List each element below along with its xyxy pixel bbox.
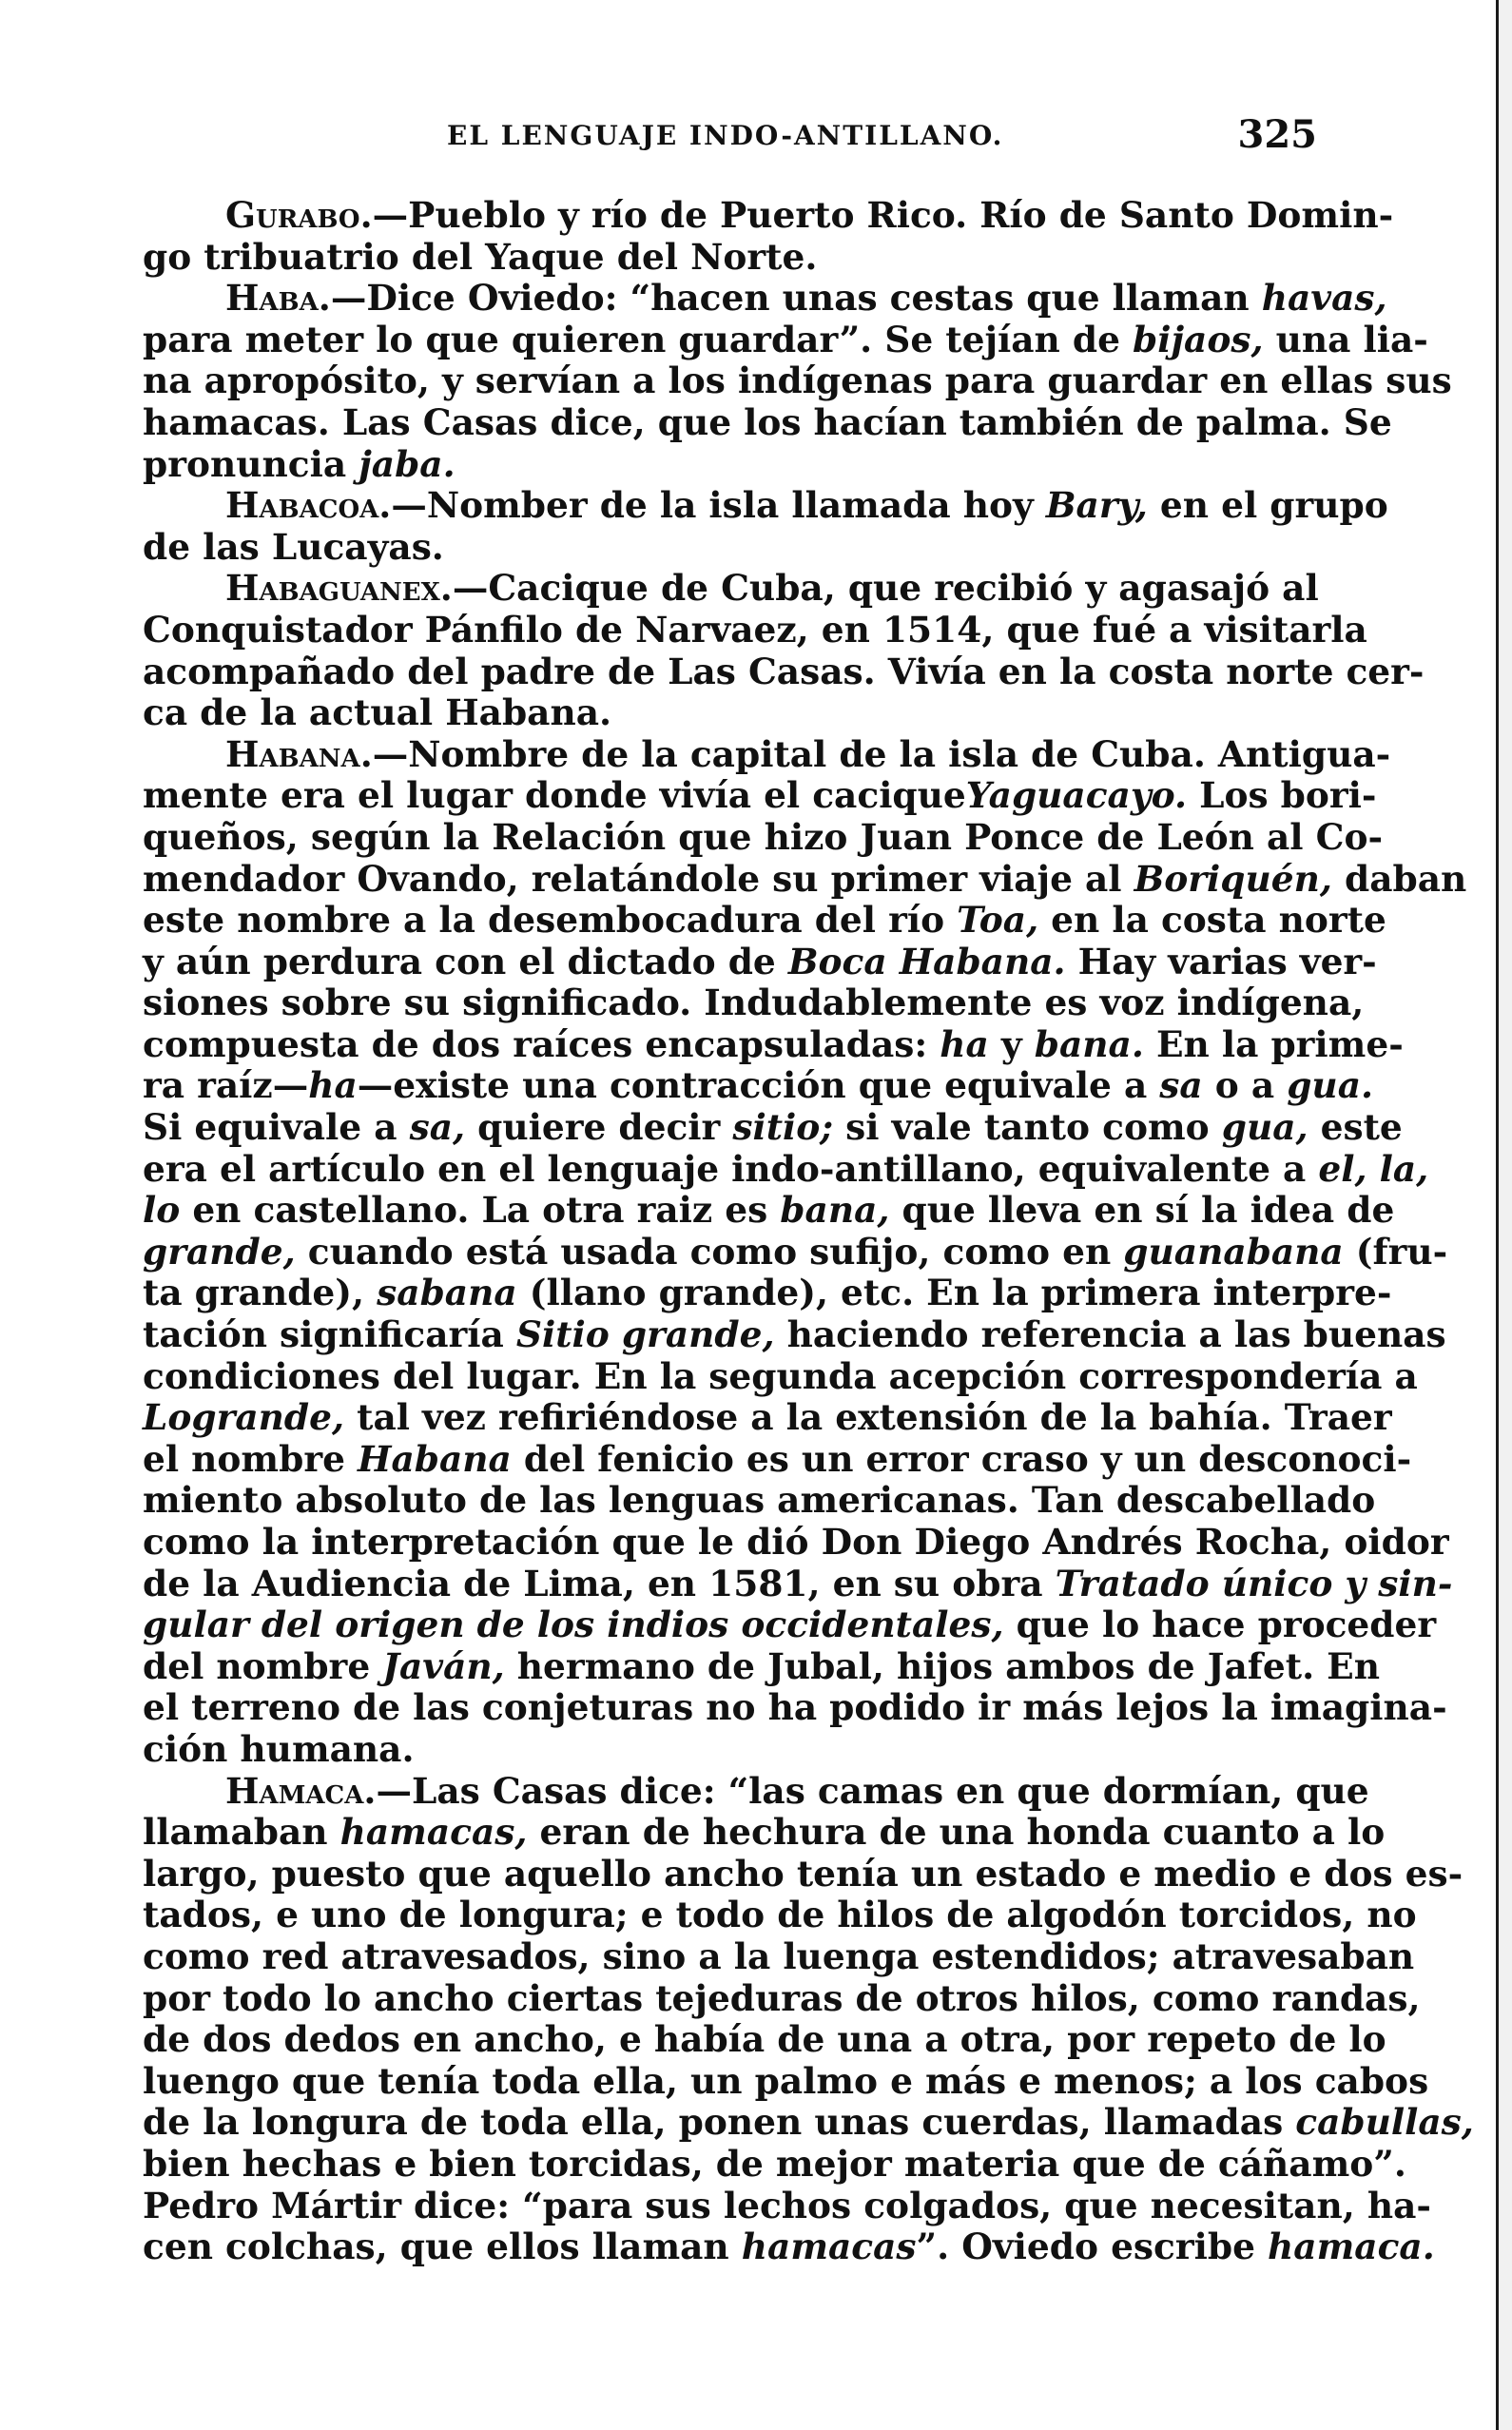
text-line	[143, 277, 1387, 320]
text-span: —Cacique de Cuba, que recibió y agasajó al	[452, 567, 1319, 610]
text-line: ción humana.	[143, 1727, 415, 1770]
italic-span: el, la,	[1318, 1147, 1429, 1190]
text-span: haciendo referencia a las buenas	[774, 1313, 1446, 1356]
text-span: —Pueblo y río de Puerto Rico. Río de Santo Domin-	[372, 194, 1394, 236]
text-line: na apropósito, y servían a los indígenas para guardar en ellas sus	[143, 360, 1452, 402]
text-span: ra raíz—	[143, 1064, 309, 1107]
text-span: daban	[1331, 857, 1467, 900]
page-right-edge	[1496, 0, 1499, 2430]
text-span: ”. Oviedo escribe	[916, 2226, 1269, 2268]
text-span: en la costa norte	[1038, 899, 1386, 942]
text-span: pronuncia	[143, 442, 359, 485]
text-line: queños, según la Relación que hizo Juan Ponce de León al Co-	[143, 815, 1384, 858]
text-span: hermano de Jubal, hijos ambos de Jafet. En	[504, 1644, 1381, 1687]
text-span: en castellano. La otra raiz es	[180, 1189, 781, 1232]
text-line	[143, 1644, 1381, 1688]
text-span: y	[988, 1022, 1035, 1065]
italic-span: bijaos,	[1133, 318, 1264, 360]
italic-span: Habana	[358, 1437, 512, 1480]
text-line	[143, 1272, 1392, 1314]
italic-span: hamaca.	[1268, 2226, 1435, 2268]
italic-span: Toa,	[957, 899, 1039, 942]
page-header	[143, 112, 1317, 160]
text-line: por todo lo ancho ciertas tejeduras de otros hilos, como randas,	[143, 1976, 1421, 2019]
text-line: luengo que tenía toda ella, un palmo e más e menos; a los cabos	[143, 2059, 1429, 2102]
text-span: de la longura de toda ella, ponen unas cuerdas, llamadas	[143, 2101, 1296, 2144]
text-span: Los bori-	[1187, 774, 1377, 817]
italic-span: Boriquén,	[1134, 857, 1332, 900]
text-line: bien hechas e bien torcidas, de mejor materia que de cáñamo”.	[143, 2142, 1406, 2185]
page-margin-shadow	[1499, 0, 1512, 2430]
italic-span: hamacas,	[339, 1811, 528, 1854]
italic-span: Yaguacayo.	[965, 774, 1188, 817]
text-span: una lia-	[1263, 318, 1428, 360]
text-line	[143, 1147, 1429, 1191]
text-span: En la prime-	[1143, 1022, 1404, 1065]
text-line: largo, puesto que aquello ancho tenía un estado e medio e dos es-	[143, 1852, 1464, 1895]
italic-span: gua.	[1287, 1064, 1374, 1107]
italic-span: gua,	[1221, 1106, 1308, 1149]
italic-span: lo	[143, 1189, 181, 1232]
text-line	[143, 1022, 1404, 1066]
text-span: o a	[1202, 1064, 1288, 1107]
italic-span: sabana	[377, 1272, 517, 1314]
text-line: como red atravesados, sino a la luenga estendidos; atravesaban	[143, 1934, 1415, 1977]
text-line	[143, 1064, 1374, 1107]
text-line	[143, 1230, 1448, 1273]
italic-span: jaba.	[359, 442, 456, 485]
text-span: del fenicio es un error craso y un desconoci-	[511, 1437, 1412, 1480]
text-span: el nombre	[143, 1437, 359, 1480]
text-line	[143, 444, 1317, 486]
text-line	[143, 194, 1394, 237]
text-line	[143, 1562, 1453, 1605]
italic-span: Logrande,	[143, 1396, 345, 1439]
text-line	[143, 1396, 1392, 1439]
text-line: Conquistador Pánfilo de Narvaez, en 1514, que fué a visitarla	[143, 608, 1367, 651]
text-line	[143, 2226, 1435, 2268]
text-line	[143, 1604, 1437, 1646]
italic-span: hamacas	[741, 2226, 917, 2268]
text-line	[143, 1811, 1386, 1854]
entry-term: Haba.	[225, 277, 331, 320]
italic-span: ha	[308, 1064, 358, 1107]
text-span: si vale tanto como	[833, 1106, 1222, 1149]
text-span: cuando está usada como sufijo, como en	[295, 1230, 1124, 1273]
text-span: llamaban	[143, 1811, 340, 1854]
text-span: —existe una contracción que equivale a	[357, 1064, 1160, 1107]
italic-span: bana,	[780, 1189, 890, 1232]
italic-span: sa	[1159, 1064, 1203, 1107]
text-line	[143, 1189, 1395, 1232]
text-span: —Dice Oviedo: “hacen unas cestas que llaman	[330, 277, 1262, 320]
text-span: este	[1308, 1106, 1403, 1149]
text-line	[143, 899, 1386, 942]
text-line	[143, 1313, 1446, 1356]
running-title: EL LENGUAJE INDO-ANTILLANO.	[447, 120, 1004, 151]
text-line: de dos dedos en ancho, e había de una a otra, por repeto de lo	[143, 2018, 1386, 2061]
text-span: —Nomber de la isla llamada hoy	[391, 484, 1046, 527]
text-line	[143, 1769, 1369, 1813]
text-span: tal vez refiriéndose a la extensión de la bahía. Traer	[344, 1396, 1392, 1439]
text-span: que lleva en sí la idea de	[889, 1189, 1395, 1232]
text-span: quiere decir	[465, 1106, 733, 1149]
text-span: (fru-	[1343, 1230, 1448, 1273]
entry-term: Habaguanex.	[225, 567, 453, 610]
text-line: acompañado del padre de Las Casas. Vivía en la costa norte cer-	[143, 650, 1425, 692]
text-line	[143, 318, 1428, 361]
text-line: de las Lucayas.	[143, 525, 444, 568]
entry-term: Hamaca.	[225, 1769, 377, 1812]
text-line: hamacas. Las Casas dice, que los hacían también de palma. Se	[143, 400, 1392, 443]
text-span: eran de hechura de una honda cuanto a lo	[527, 1811, 1386, 1854]
entry-term: Habacoa.	[225, 484, 392, 527]
text-span: tación significaría	[143, 1313, 516, 1356]
text-span: en el grupo	[1147, 484, 1388, 527]
text-line: ca de la actual Habana.	[143, 691, 612, 734]
italic-span: Boca Habana.	[787, 940, 1066, 982]
text-line: tados, e uno de longura; e todo de hilos de algodón torcidos, no	[143, 1894, 1417, 1936]
text-span: —Nombre de la capital de la isla de Cuba. Antigua-	[372, 732, 1391, 775]
italic-span: sa,	[409, 1106, 466, 1149]
text-line	[143, 568, 1317, 610]
italic-span: guanabana	[1123, 1230, 1344, 1273]
text-span: y aún perdura con el dictado de	[143, 940, 788, 982]
italic-span: grande,	[143, 1230, 296, 1273]
entry-term: Gurabo.	[225, 194, 373, 236]
text-span: que lo hace proceder	[1003, 1604, 1437, 1646]
text-span: este nombre a la desembocadura del río	[143, 899, 958, 942]
text-line	[143, 2101, 1474, 2144]
italic-span: Tratado único y sin-	[1055, 1562, 1453, 1604]
text-span: compuesta de dos raíces encapsuladas:	[143, 1022, 940, 1065]
italic-span: cabullas,	[1295, 2101, 1474, 2144]
text-line	[143, 1106, 1403, 1149]
italic-span: Bary,	[1045, 484, 1148, 527]
text-line	[143, 732, 1391, 776]
text-span: ta grande),	[143, 1272, 378, 1314]
body-text	[143, 194, 1474, 2268]
text-span: para meter lo que quieren guardar”. Se tejían de	[143, 318, 1134, 360]
text-line: siones sobre su significado. Indudablemente es voz indígena,	[143, 982, 1365, 1024]
italic-span: gular del origen de los indios occidentales,	[143, 1604, 1004, 1646]
text-line: Pedro Mártir dice: “para sus lechos colgados, que necesitan, ha-	[143, 2184, 1431, 2226]
text-line: go tribuatrio del Yaque del Norte.	[143, 235, 818, 278]
text-span: de la Audiencia de Lima, en 1581, en su obra	[143, 1562, 1056, 1604]
text-line	[143, 940, 1377, 983]
text-span: mente era el lugar donde vivía el cacique	[143, 774, 966, 817]
text-span: Si equivale a	[143, 1106, 410, 1149]
text-span: —Las Casas dice: “las camas en que dormían, que	[376, 1769, 1369, 1812]
text-line: miento absoluto de las lenguas americanas. Tan descabellado	[143, 1479, 1376, 1522]
text-line	[143, 774, 1377, 817]
text-line	[143, 1437, 1412, 1481]
italic-span: Sitio grande,	[515, 1313, 775, 1356]
text-line	[143, 484, 1388, 527]
text-line: condiciones del lugar. En la segunda acepción correspondería a	[143, 1354, 1418, 1397]
text-line: como la interpretación que le dió Don Diego Andrés Rocha, oidor	[143, 1521, 1449, 1563]
text-span: Hay varias ver-	[1065, 940, 1377, 982]
italic-span: Javán,	[382, 1644, 505, 1687]
italic-span: sitio;	[732, 1106, 834, 1149]
italic-span: bana.	[1034, 1022, 1144, 1065]
page-number: 325	[1237, 112, 1317, 157]
text-span: del nombre	[143, 1644, 383, 1687]
text-span: (llano grande), etc. En la primera interpre-	[516, 1272, 1392, 1314]
text-span: cen colchas, que ellos llaman	[143, 2226, 742, 2268]
italic-span: havas,	[1261, 277, 1387, 320]
text-line	[143, 857, 1467, 901]
italic-span: ha	[940, 1022, 989, 1065]
text-span: mendador Ovando, relatándole su primer viaje al	[143, 857, 1134, 900]
text-line: el terreno de las conjeturas no ha podido ir más lejos la imagina-	[143, 1686, 1447, 1729]
entry-term: Habana.	[225, 732, 373, 775]
text-span: era el artículo en el lenguaje indo-antillano, equivalente a	[143, 1147, 1319, 1190]
